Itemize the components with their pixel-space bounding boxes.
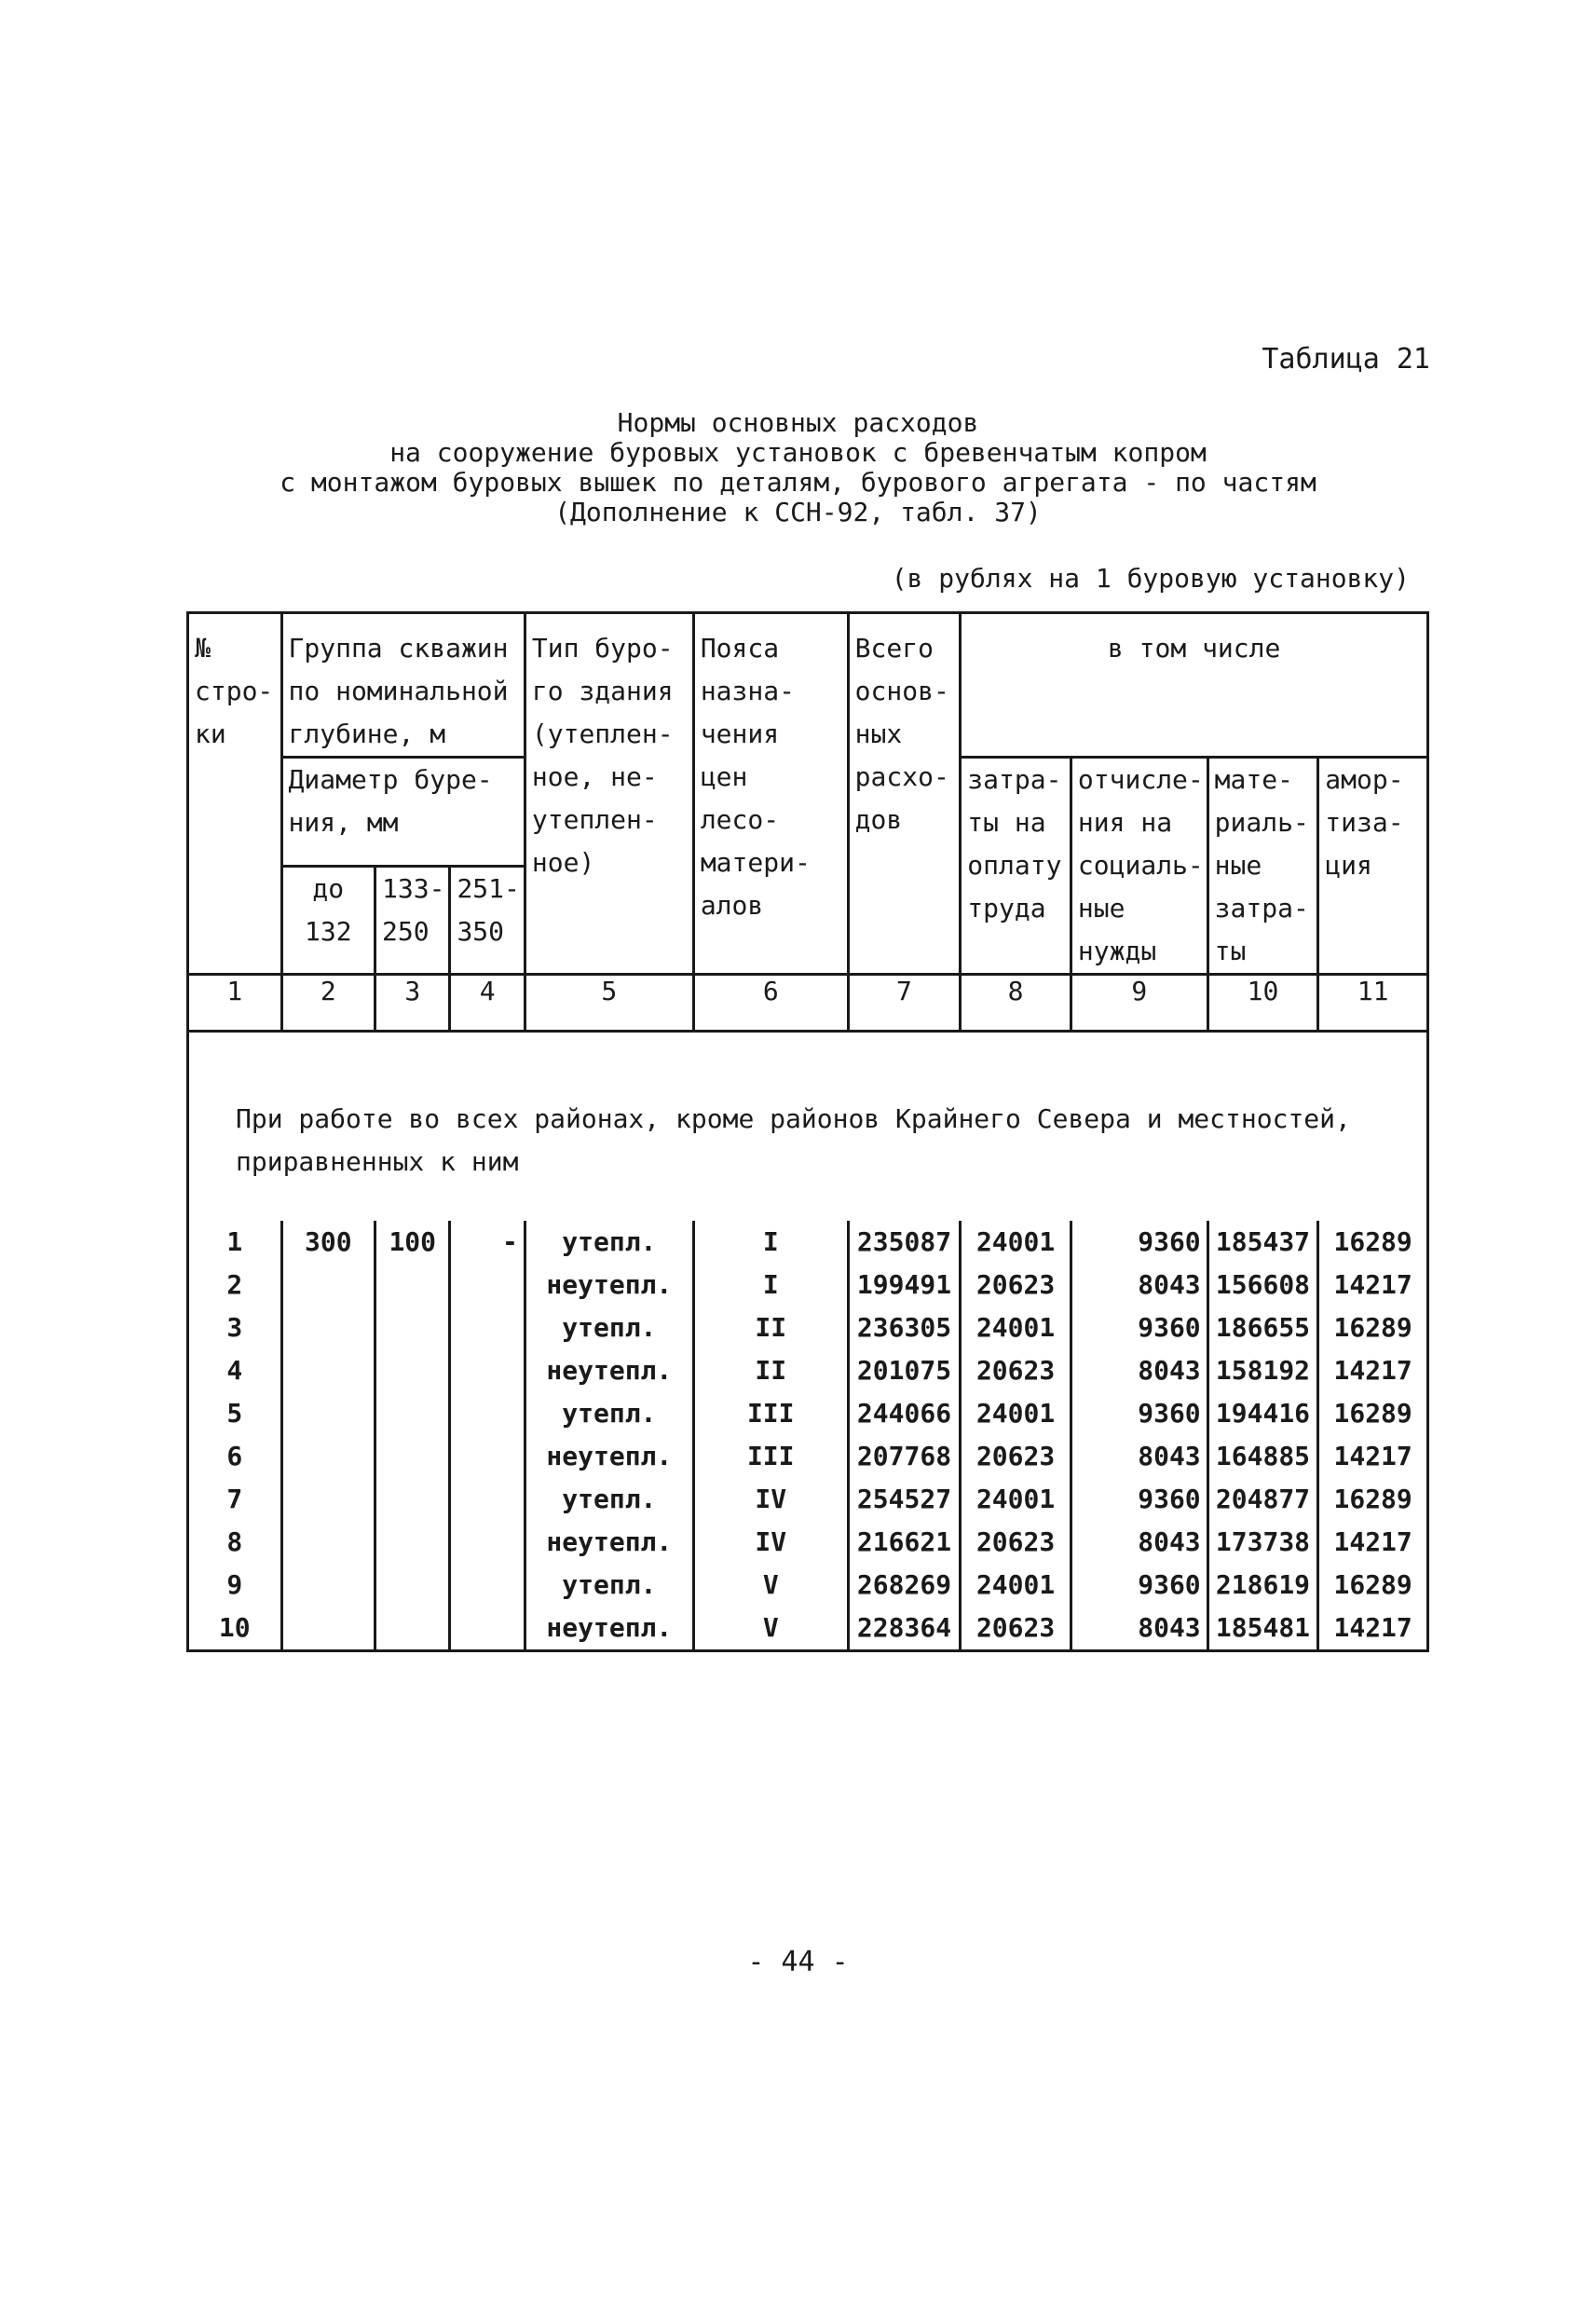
amortization-value: 16289 <box>1318 1306 1428 1349</box>
building-type-value: неутепл. <box>525 1521 693 1564</box>
diameter-3-value <box>450 1392 525 1435</box>
amortization-value: 14217 <box>1318 1435 1428 1478</box>
diameter-2-value <box>375 1478 450 1521</box>
materials-value: 156608 <box>1207 1264 1318 1306</box>
column-number: 9 <box>1071 975 1207 1032</box>
diameter-2-value <box>375 1264 450 1306</box>
building-type-value: утепл. <box>525 1478 693 1521</box>
header-including: в том числе <box>961 613 1428 758</box>
materials-value: 185481 <box>1207 1607 1318 1651</box>
materials-value: 186655 <box>1207 1306 1318 1349</box>
social-value: 9360 <box>1071 1564 1207 1607</box>
building-type-value: неутепл. <box>525 1607 693 1651</box>
column-number: 10 <box>1207 975 1318 1032</box>
row-number: 8 <box>188 1521 282 1564</box>
labor-value: 24001 <box>961 1564 1071 1607</box>
table-title <box>0 408 1596 527</box>
materials-value: 204877 <box>1207 1478 1318 1521</box>
diameter-1-value <box>281 1306 375 1349</box>
social-value: 8043 <box>1071 1607 1207 1651</box>
amortization-value: 14217 <box>1318 1264 1428 1306</box>
header-well-group: Группа скважин по номинальной глубине, м <box>281 613 525 758</box>
labor-value: 20623 <box>961 1264 1071 1306</box>
price-zone-value: II <box>693 1349 848 1392</box>
labor-value: 20623 <box>961 1521 1071 1564</box>
building-type-value: утепл. <box>525 1564 693 1607</box>
table-row <box>188 1521 1428 1564</box>
social-value: 9360 <box>1071 1392 1207 1435</box>
labor-value: 24001 <box>961 1221 1071 1264</box>
diameter-3-value <box>450 1607 525 1651</box>
row-number: 2 <box>188 1264 282 1306</box>
header-materials: мате- риаль- ные затра- ты <box>1207 758 1318 975</box>
header-price-zone: Пояса назна- чения цен лесо- матери- алов <box>693 613 848 975</box>
units-note: (в рублях на 1 буровую установку) <box>891 563 1410 594</box>
column-number: 8 <box>961 975 1071 1032</box>
diameter-3-value <box>450 1306 525 1349</box>
table-row <box>188 1264 1428 1306</box>
table-row <box>188 1306 1428 1349</box>
labor-value: 24001 <box>961 1306 1071 1349</box>
building-type-value: утепл. <box>525 1221 693 1264</box>
table-row <box>188 1435 1428 1478</box>
total-value: 235087 <box>848 1221 961 1264</box>
header-labor: затра- ты на оплату труда <box>961 758 1071 975</box>
diameter-1-value <box>281 1349 375 1392</box>
row-number: 4 <box>188 1349 282 1392</box>
building-type-value: неутепл. <box>525 1349 693 1392</box>
diameter-3-value: - <box>450 1221 525 1264</box>
total-value: 207768 <box>848 1435 961 1478</box>
materials-value: 164885 <box>1207 1435 1318 1478</box>
price-zone-value: III <box>693 1435 848 1478</box>
title-line: Нормы основных расходов <box>617 407 979 438</box>
row-number: 1 <box>188 1221 282 1264</box>
header-diameter-3: 251- 350 <box>450 866 525 975</box>
total-value: 254527 <box>848 1478 961 1521</box>
header-drill-diameter: Диаметр буре- ния, мм <box>281 758 525 867</box>
diameter-1-value: 300 <box>281 1221 375 1264</box>
diameter-2-value <box>375 1392 450 1435</box>
title-line: на сооружение буровых установок с бревенчатым копром <box>389 437 1207 468</box>
column-number: 6 <box>693 975 848 1032</box>
column-number: 2 <box>281 975 375 1032</box>
price-zone-value: III <box>693 1392 848 1435</box>
amortization-value: 14217 <box>1318 1521 1428 1564</box>
header-diameter-2: 133- 250 <box>375 866 450 975</box>
data-rows <box>188 1221 1428 1651</box>
row-number: 6 <box>188 1435 282 1478</box>
social-value: 8043 <box>1071 1521 1207 1564</box>
diameter-3-value <box>450 1564 525 1607</box>
header-social: отчисле- ния на социаль- ные нужды <box>1071 758 1207 975</box>
diameter-1-value <box>281 1564 375 1607</box>
price-zone-value: IV <box>693 1521 848 1564</box>
row-number: 5 <box>188 1392 282 1435</box>
column-number: 4 <box>450 975 525 1032</box>
total-value: 244066 <box>848 1392 961 1435</box>
diameter-3-value <box>450 1349 525 1392</box>
page-number: - 44 - <box>747 1946 849 1978</box>
header-row-no: № стро- ки <box>188 613 282 975</box>
labor-value: 20623 <box>961 1349 1071 1392</box>
labor-value: 24001 <box>961 1478 1071 1521</box>
column-number: 5 <box>525 975 693 1032</box>
total-value: 199491 <box>848 1264 961 1306</box>
row-number: 3 <box>188 1306 282 1349</box>
diameter-3-value <box>450 1521 525 1564</box>
diameter-1-value <box>281 1478 375 1521</box>
header-amortization: амор- тиза- ция <box>1318 758 1428 975</box>
labor-value: 20623 <box>961 1607 1071 1651</box>
building-type-value: неутепл. <box>525 1435 693 1478</box>
section-row <box>188 1032 1428 1222</box>
diameter-2-value <box>375 1435 450 1478</box>
social-value: 9360 <box>1071 1221 1207 1264</box>
diameter-3-value <box>450 1264 525 1306</box>
diameter-2-value <box>375 1349 450 1392</box>
column-number: 7 <box>848 975 961 1032</box>
table-row <box>188 1564 1428 1607</box>
labor-value: 20623 <box>961 1435 1071 1478</box>
total-value: 228364 <box>848 1607 961 1651</box>
materials-value: 158192 <box>1207 1349 1318 1392</box>
social-value: 9360 <box>1071 1306 1207 1349</box>
total-value: 236305 <box>848 1306 961 1349</box>
column-number: 1 <box>188 975 282 1032</box>
materials-value: 194416 <box>1207 1392 1318 1435</box>
diameter-1-value <box>281 1392 375 1435</box>
diameter-1-value <box>281 1607 375 1651</box>
amortization-value: 16289 <box>1318 1392 1428 1435</box>
total-value: 268269 <box>848 1564 961 1607</box>
diameter-2-value <box>375 1306 450 1349</box>
diameter-2-value: 100 <box>375 1221 450 1264</box>
amortization-value: 16289 <box>1318 1221 1428 1264</box>
column-number: 3 <box>375 975 450 1032</box>
materials-value: 173738 <box>1207 1521 1318 1564</box>
diameter-3-value <box>450 1435 525 1478</box>
materials-value: 185437 <box>1207 1221 1318 1264</box>
norms-table <box>186 611 1429 1652</box>
table-row <box>188 1478 1428 1521</box>
table-label: Таблица 21 <box>1262 343 1430 376</box>
social-value: 8043 <box>1071 1435 1207 1478</box>
column-number: 11 <box>1318 975 1428 1032</box>
diameter-2-value <box>375 1607 450 1651</box>
section-title: При работе во всех районах, кроме районов Крайнего Севера и местностей, приравненных к ним <box>188 1032 1428 1222</box>
title-line: (Дополнение к ССН-92, табл. 37) <box>554 497 1042 527</box>
table-row <box>188 1392 1428 1435</box>
price-zone-value: I <box>693 1264 848 1306</box>
total-value: 216621 <box>848 1521 961 1564</box>
social-value: 9360 <box>1071 1478 1207 1521</box>
building-type-value: утепл. <box>525 1392 693 1435</box>
building-type-value: неутепл. <box>525 1264 693 1306</box>
price-zone-value: V <box>693 1607 848 1651</box>
total-value: 201075 <box>848 1349 961 1392</box>
diameter-3-value <box>450 1478 525 1521</box>
social-value: 8043 <box>1071 1264 1207 1306</box>
diameter-2-value <box>375 1521 450 1564</box>
social-value: 8043 <box>1071 1349 1207 1392</box>
amortization-value: 16289 <box>1318 1564 1428 1607</box>
amortization-value: 16289 <box>1318 1478 1428 1521</box>
diameter-1-value <box>281 1264 375 1306</box>
table-row <box>188 1221 1428 1264</box>
row-number: 7 <box>188 1478 282 1521</box>
table-row <box>188 1349 1428 1392</box>
diameter-2-value <box>375 1564 450 1607</box>
header-total: Всего основ- ных расхо- дов <box>848 613 961 975</box>
price-zone-value: V <box>693 1564 848 1607</box>
header-diameter-1: до 132 <box>281 866 375 975</box>
diameter-1-value <box>281 1521 375 1564</box>
labor-value: 24001 <box>961 1392 1071 1435</box>
header-building-type: Тип буро- го здания (утеплен- ное, не- утеплен- ное) <box>525 613 693 975</box>
row-number: 9 <box>188 1564 282 1607</box>
building-type-value: утепл. <box>525 1306 693 1349</box>
price-zone-value: I <box>693 1221 848 1264</box>
price-zone-value: IV <box>693 1478 848 1521</box>
table-row <box>188 1607 1428 1651</box>
column-number-row <box>188 975 1428 1032</box>
materials-value: 218619 <box>1207 1564 1318 1607</box>
title-line: с монтажом буровых вышек по деталям, бурового агрегата - по частям <box>280 467 1316 498</box>
amortization-value: 14217 <box>1318 1349 1428 1392</box>
price-zone-value: II <box>693 1306 848 1349</box>
amortization-value: 14217 <box>1318 1607 1428 1651</box>
diameter-1-value <box>281 1435 375 1478</box>
row-number: 10 <box>188 1607 282 1651</box>
